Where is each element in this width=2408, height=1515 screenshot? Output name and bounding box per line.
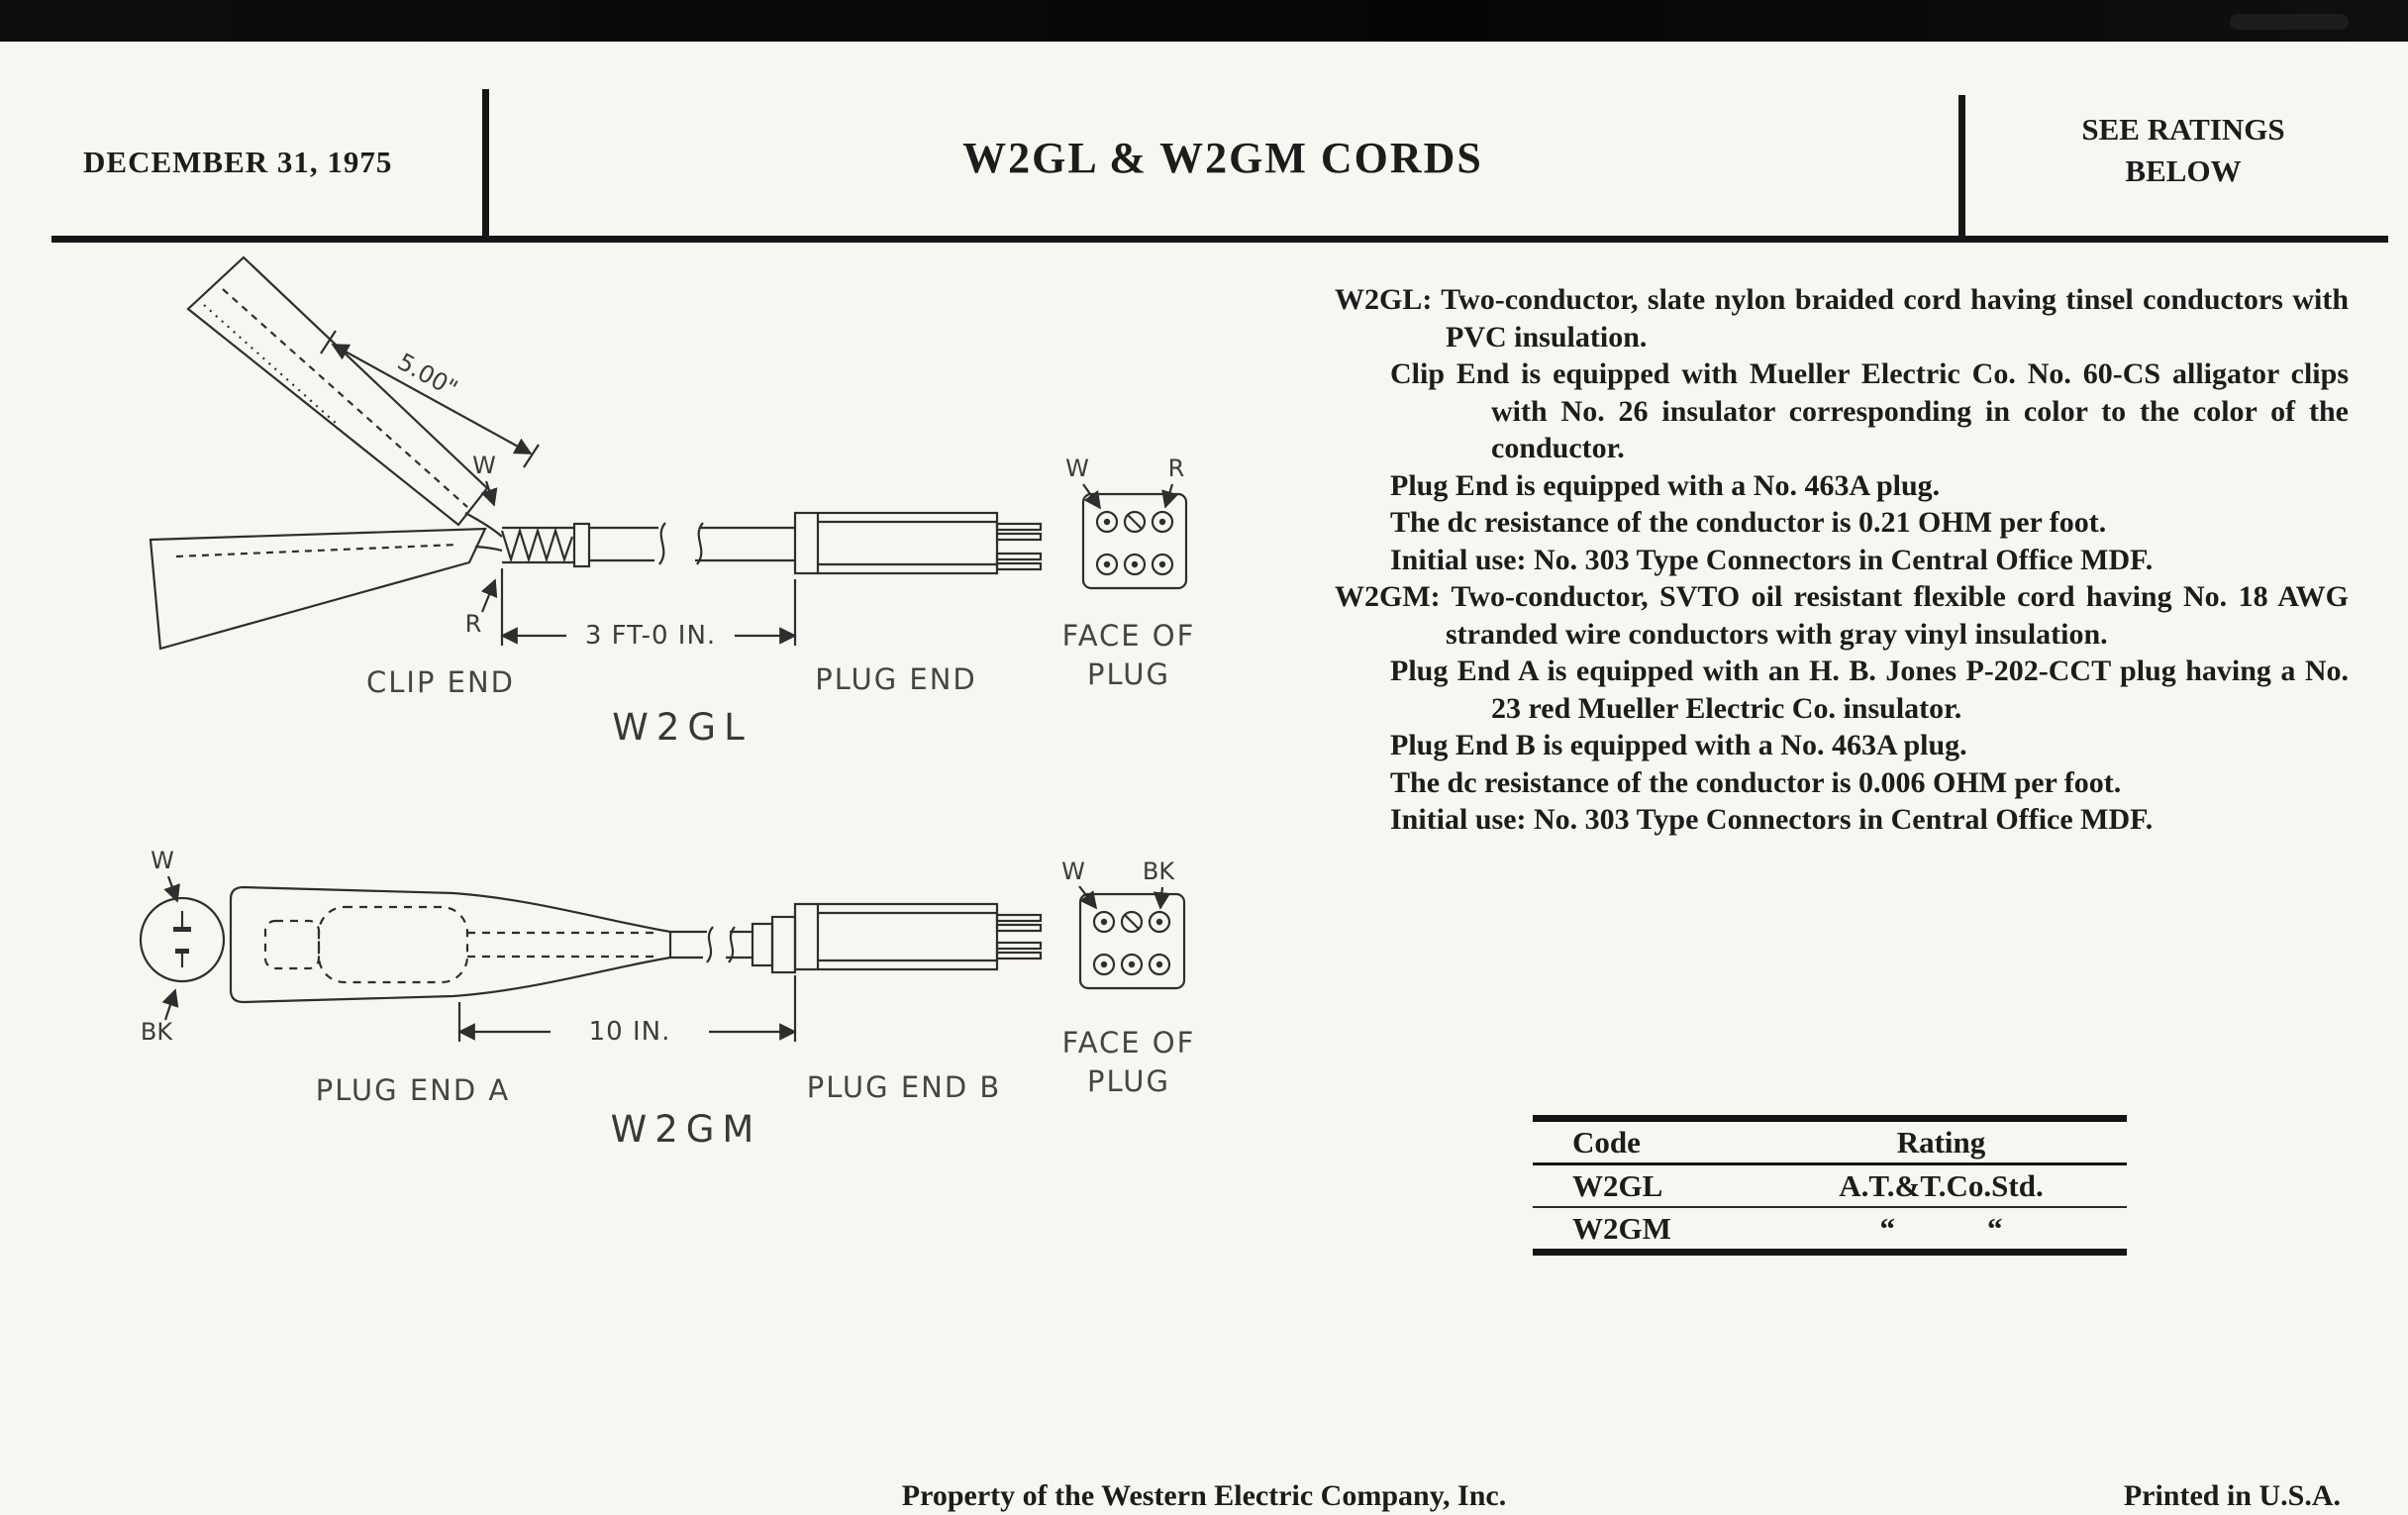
w2gm-plug-a-bk-label: BK — [140, 1018, 173, 1046]
spec-paragraph-w2gl-intro: W2GL: Two-conductor, slate nylon braided cord having tinsel conductors with PVC insulation. — [1335, 283, 2349, 354]
w2gl-wire-w-label: W — [472, 452, 496, 479]
w2gm-face-w-label: W — [1061, 858, 1085, 885]
w2gl-face-w-label: W — [1065, 454, 1089, 482]
w2gl-plug-body — [795, 513, 1041, 573]
diagram-labels — [141, 348, 1195, 1151]
spec-paragraph-w2gm-plug-end-a: Plug End A is equipped with an H. B. Jones P-202-CCT plug having a No. 23 red Mueller Electric Co. insulator. — [1390, 655, 2349, 725]
spec-paragraph-w2gl-plug-end: Plug End is equipped with a No. 463A plug. — [1390, 468, 1941, 502]
footer-printed-in: Printed in U.S.A. — [2123, 1479, 2341, 1512]
footer-property-notice: Property of the Western Electric Company, Inc. — [901, 1479, 1507, 1512]
w2gl-drawing — [150, 257, 1186, 649]
ratings-note-line2: BELOW — [2125, 153, 2242, 188]
w2gl-face-of-plug — [1083, 484, 1186, 588]
w2gm-plug-a-w-label: W — [150, 847, 174, 874]
w2gl-wire-r — [475, 547, 502, 551]
w2gm-cord — [670, 917, 795, 972]
spec-paragraph-w2gm-intro: W2GM: Two-conductor, SVTO oil resistant flexible cord having No. 18 AWG stranded wire conductors with gray vinyl insulation. — [1335, 580, 2349, 651]
w2gl-plug-end-label: PLUG END — [815, 662, 977, 696]
w2gl-wire-r-leader — [482, 580, 495, 612]
w2gl-title: W2GL — [612, 706, 752, 749]
ratings-note — [2020, 109, 2347, 192]
ratings-table-header-rating: Rating — [1896, 1124, 1986, 1160]
spec-paragraph-w2gl-resistance: The dc resistance of the conductor is 0.21 OHM per foot. — [1390, 506, 2107, 539]
spec-paragraph-w2gm-initial-use: Initial use: No. 303 Type Connectors in Central Office MDF. — [1390, 803, 2154, 836]
w2gm-title: W2GM — [610, 1108, 762, 1151]
ratings-table — [1533, 1115, 2127, 1256]
w2gm-cord-dim-label: 10 IN. — [588, 1017, 671, 1047]
w2gl-face-r-label: R — [1167, 454, 1185, 482]
ratings-code-w2gm: W2GM — [1572, 1210, 1671, 1246]
w2gl-clip-dim-label: 5.00" — [392, 348, 462, 403]
header-rule — [51, 236, 2388, 243]
w2gm-plug-end-a-label: PLUG END A — [315, 1073, 511, 1107]
ratings-table-row-w2gm — [1533, 1208, 2127, 1249]
spec-paragraph-w2gm-resistance: The dc resistance of the conductor is 0.006 OHM per foot. — [1390, 765, 2122, 799]
ratings-rating-w2gl: A.T.&T.Co.Std. — [1839, 1167, 2044, 1203]
w2gl-wire-r-label: R — [464, 610, 482, 638]
header-divider-left — [482, 89, 489, 238]
w2gm-plug-end-b-label: PLUG END B — [806, 1070, 1002, 1104]
w2gl-clip-dimension — [321, 331, 539, 467]
w2gl-strain-relief — [502, 524, 589, 566]
ratings-rating-w2gm: “ “ — [1879, 1210, 2003, 1246]
cord-diagrams — [0, 248, 1337, 1248]
w2gl-wire-w-leader — [486, 481, 494, 505]
scan-top-edge — [0, 0, 2408, 42]
w2gl-cord-dim-label: 3 FT-0 IN. — [584, 621, 717, 651]
header-divider-right — [1958, 95, 1965, 238]
spec-paragraph-w2gl-initial-use: Initial use: No. 303 Type Connectors in Central Office MDF. — [1390, 543, 2154, 576]
ratings-table-row-w2gl — [1533, 1165, 2127, 1208]
ratings-table-header-code: Code — [1572, 1124, 1641, 1160]
w2gm-plug-a-body — [231, 887, 670, 1002]
spec-text-column — [1335, 281, 2349, 839]
w2gl-face-label-2: PLUG — [1087, 657, 1170, 691]
w2gm-face-of-plug — [1079, 886, 1184, 988]
ratings-code-w2gl: W2GL — [1572, 1167, 1663, 1203]
spec-paragraph-w2gl-clip-end: Clip End is equipped with Mueller Electric Co. No. 60-CS alligator clips with No. 26 insulator corresponding in color to the color of the conductor. — [1390, 357, 2349, 464]
page-title: W2GL & W2GM CORDS — [962, 134, 1483, 182]
ratings-table-header-row — [1533, 1122, 2127, 1165]
w2gm-face-bk-label: BK — [1142, 858, 1175, 885]
w2gm-plug-b-body — [795, 904, 1041, 969]
w2gl-face-label-1: FACE OF — [1061, 619, 1196, 653]
issue-date: DECEMBER 31, 1975 — [83, 145, 393, 179]
w2gl-cord — [589, 523, 795, 564]
scan-artifact — [2230, 14, 2349, 30]
ratings-note-line1: SEE RATINGS — [2081, 112, 2285, 147]
w2gm-face-label-2: PLUG — [1087, 1064, 1170, 1098]
w2gm-face-label-1: FACE OF — [1061, 1026, 1196, 1060]
spec-paragraph-w2gm-plug-end-b: Plug End B is equipped with a No. 463A plug. — [1390, 729, 1967, 761]
w2gl-clip-end-label: CLIP END — [365, 665, 516, 699]
w2gm-plug-a-face — [141, 876, 224, 1020]
w2gl-clip-bottom — [150, 529, 485, 649]
